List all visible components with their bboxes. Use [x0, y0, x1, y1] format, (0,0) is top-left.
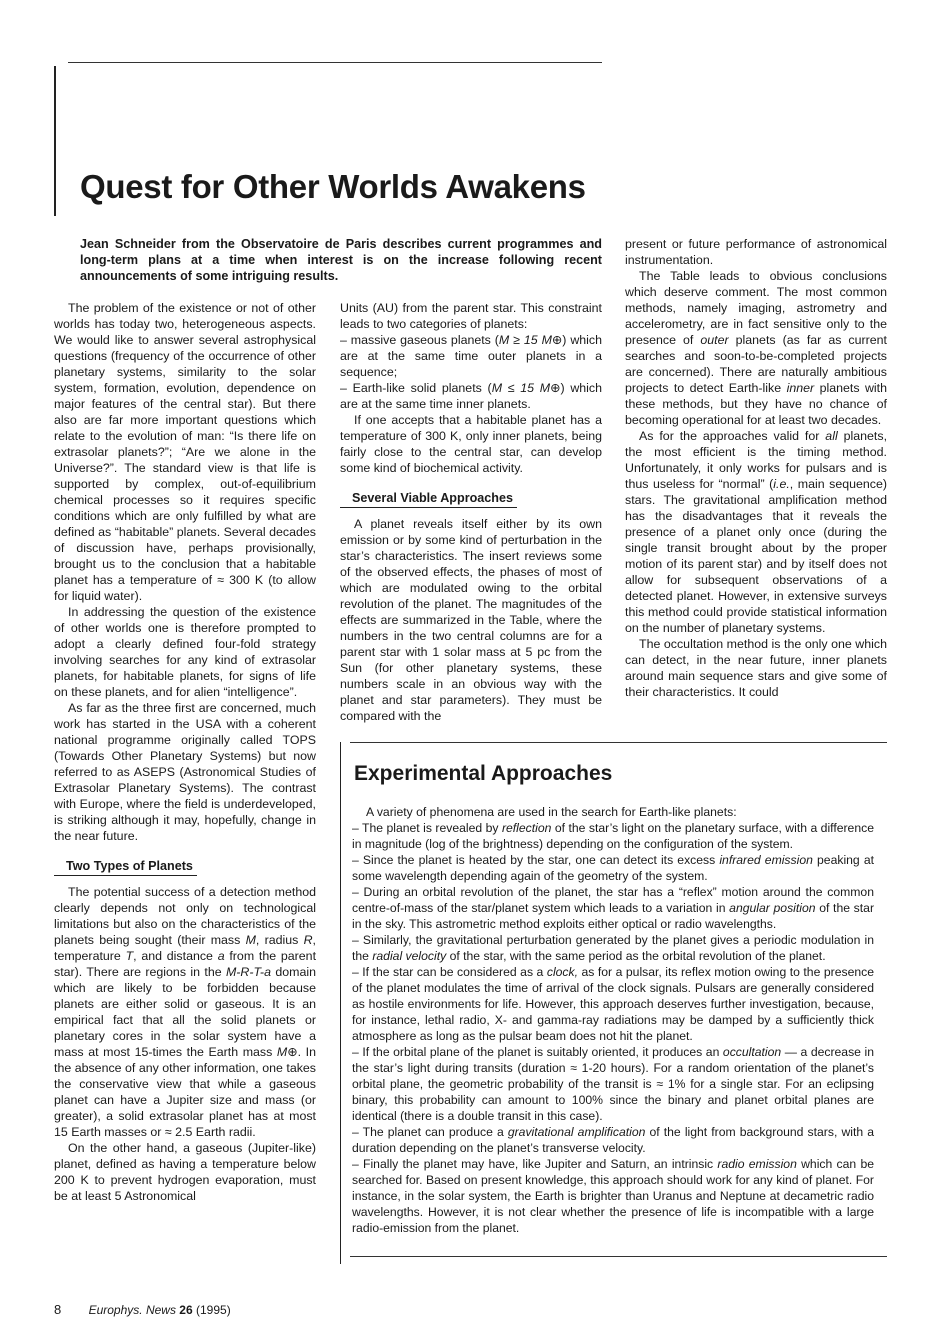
paragraph: The problem of the existence or not of other worlds has today two, heterogeneous aspects. We would like to answer several astrophysical questions (frequency of the occurrence of other planetary systems, similarity to the solar system, formation, evolution, dependence on major features of the central star). But there also are far more important questions which relate to the evolution of man: “Is there life on extrasolar planets?”; “Are we alone in the Universe?”. The standard view is that life is supported by complex, out-of-equilibrium chemical processes so it requires specific conditions which are only fulfilled by what are defined as “habitable” planets. Several decades of discussion have, perhaps provisionally, brought us to the conclusion that a habitable planet has a temperature of ≈ 300 K (to allow for liquid water). [54, 301, 316, 603]
article-title: Quest for Other Worlds Awakens [80, 168, 586, 205]
section-heading-viable-approaches: Several Viable Approaches [340, 490, 517, 508]
journal-name: Europhys. News [88, 1303, 176, 1317]
paragraph: The Table leads to obvious conclusions which deserve comment. The most common methods, namely imaging, astrometry and accelerometry, are in fact sensitive only to the presence of outer planets (as far as current searches and soon-to-be-completed projects are concerned). There are naturally ambitious projects to detect Earth-like inner planets with these methods, but they have no chance of becoming operational for at least two decades. [625, 269, 888, 427]
box-item-amplification: – The planet can produce a gravitational amplification of the light from background stars, with a duration depending on the planet’s transverse velocity. [352, 1125, 874, 1155]
box-item-radio: – Finally the planet may have, like Jupiter and Saturn, an intrinsic radio emission which can be searched for. Based on present knowledge, this approach should work for any kind of planet. For instance, in the solar system, the Earth is brighter than Uranus and Neptune at decametric radio wavelengths. However, it is not clear whether the presence of life is incompatible with a large radio-emission from the planet. [352, 1157, 875, 1235]
column-1 [54, 300, 316, 1204]
page-footer [54, 1302, 231, 1317]
box-item-clock: – If the star can be considered as a clock, as for a pulsar, its reflex motion owing to the presence of the planet modulates the time of arrival of the clock signals. Pulsars are generally considered as hostile environments for life. However, this approach deserves further investigation, because, for instance, lethal radio, X- and gamma-ray radiations may be damped by a sufficiently thick atmosphere as long as the pulsar beam does not hit the planet. [352, 965, 874, 1043]
box-intro: A variety of phenomena are used in the search for Earth-like planets: [366, 805, 737, 819]
box-bottom-rule [350, 1256, 887, 1257]
left-margin-rule [54, 66, 56, 216]
experimental-approaches-box [352, 804, 874, 1236]
section-heading-two-types: Two Types of Planets [54, 858, 197, 876]
paragraph: present or future performance of astronomical instrumentation. [625, 237, 887, 267]
paragraph: If one accepts that a habitable planet has a temperature of 300 K, only inner planets, being fairly close to the central star, can develop some kind of biochemical activity. [340, 413, 602, 475]
box-item-infrared: – Since the planet is heated by the star, one can detect its excess infrared emission peaking at some wavelength depending again of the geometry of the system. [352, 853, 874, 883]
paragraph: On the other hand, a gaseous (Jupiter-like) planet, defined as having a temperature below 200 K to prevent hydrogen evaporation, must be at least 5 Astronomical [54, 1141, 316, 1203]
journal-year: (1995) [196, 1303, 231, 1317]
box-top-rule [350, 742, 887, 743]
paragraph: A planet reveals itself either by its own emission or by some kind of perturbation in the star’s characteristics. The insert reviews some of the observed effects, the phases of most of which are modulated owing to the orbital revolution of the planet. The magnitudes of the effects are summarized in the Table, where the numbers in the two central columns are for a parent star with 1 solar mass at 5 pc from the Sun (for other planetary systems, these numbers scale in an obvious way with the planet and star parameters). They must be compared with the [340, 517, 602, 723]
box-title: Experimental Approaches [354, 762, 613, 785]
paragraph: The potential success of a detection method clearly depends not only on technological limitations but also on the characteristics of the planets being sought (their mass M, radius R, temperature T, and distance a from the parent star). There are regions in the M-R-T-a domain which are likely to be forbidden because planets are either solid or gaseous. It is an empirical fact that all the solid planets or planetary cores in the solar system have a mass at most 15-times the Earth mass M⊕. In the absence of any other information, one takes the conservative view that while a gaseous planet can have a Jupiter size and mass (or greater), a solid extrasolar planet has at most 15 Earth masses or ≈ 2.5 Earth radii. [54, 885, 317, 1139]
page-number: 8 [54, 1302, 62, 1317]
paragraph: As for the approaches valid for all planets, the most efficient is the timing method. Unfortunately, it only works for pulsars and is thus useless for “normal” (i.e., main sequence) stars. The gravitational amplification method has the disadvantages that it reveals the presence of a planet only once (during the single transit brought about by the proper motion of its parent star) and by itself does not allow for subsequent observations of a detected planet. However, in extensive surveys this method could provide statistical information on the number of planetary systems. [625, 429, 888, 635]
column-2 [340, 300, 602, 724]
article-lead: Jean Schneider from the Observatoire de Paris describes current programmes and long-term plans at a time when interest is on the increase following recent announcements of some intriguing results. [80, 237, 602, 283]
paragraph: The occultation method is the only one which can detect, in the near future, inner planets around main sequence stars and give some of their characteristics. It could [625, 637, 887, 699]
box-item-astrometry: – During an orbital revolution of the planet, the star has a “reflex” motion around the common centre-of-mass of the star/planet system which leads to a variation in angular position of the star in the sky. This astrometric method exploits either optical or radio wavelengths. [352, 885, 874, 931]
list-item: – Earth-like solid planets (M ≤ 15 M⊕) which are at the same time inner planets. [340, 381, 602, 411]
box-item-radial-velocity: – Similarly, the gravitational perturbation generated by the planet gives a periodic modulation in the radial velocity of the star, with the same period as the orbital revolution of the planet. [352, 933, 874, 963]
journal-volume: 26 [179, 1303, 193, 1317]
paragraph: Units (AU) from the parent star. This constraint leads to two categories of planets: [340, 301, 602, 331]
box-left-rule [340, 742, 341, 1264]
paragraph: As far as the three first are concerned, much work has started in the USA with a coherent national programme originally called TOPS (Towards Other Planetary Systems) but now referred to as ASEPS (Astronomical Studies of Extrasolar Planetary Systems). The contrast with Europe, where the field is underdeveloped, is striking although it may, hopefully, change in the near future. [54, 701, 316, 843]
list-item: – massive gaseous planets (M ≥ 15 M⊕) which are at the same time outer planets in a sequence; [340, 333, 603, 379]
top-rule [68, 62, 602, 63]
box-item-reflection: – The planet is revealed by reflection of the star’s light on the planetary surface, with a difference in magnitude (log of the brightness) depending on the configuration of the system. [352, 821, 874, 851]
column-3 [625, 236, 887, 700]
box-item-occultation: – If the orbital plane of the planet is suitably oriented, it produces an occultation — a decrease in the star’s light during transits (duration ≈ 1-20 hours). For a random orientation of the planet’s orbital plane, the geometric probability of the transit is ≈ 1% for a single star. For an eclipsing binary, this probability can amount to 100% since the binary and planet orbital planes are identical (there is a double transit in this case). [352, 1045, 874, 1123]
paragraph: In addressing the question of the existence of other worlds one is therefore prompted to adopt a clearly defined four-fold strategy involving searches for any kind of extrasolar planets, for habitable planets, for signs of life on these planets, and for alien “intelligence”. [54, 605, 316, 699]
